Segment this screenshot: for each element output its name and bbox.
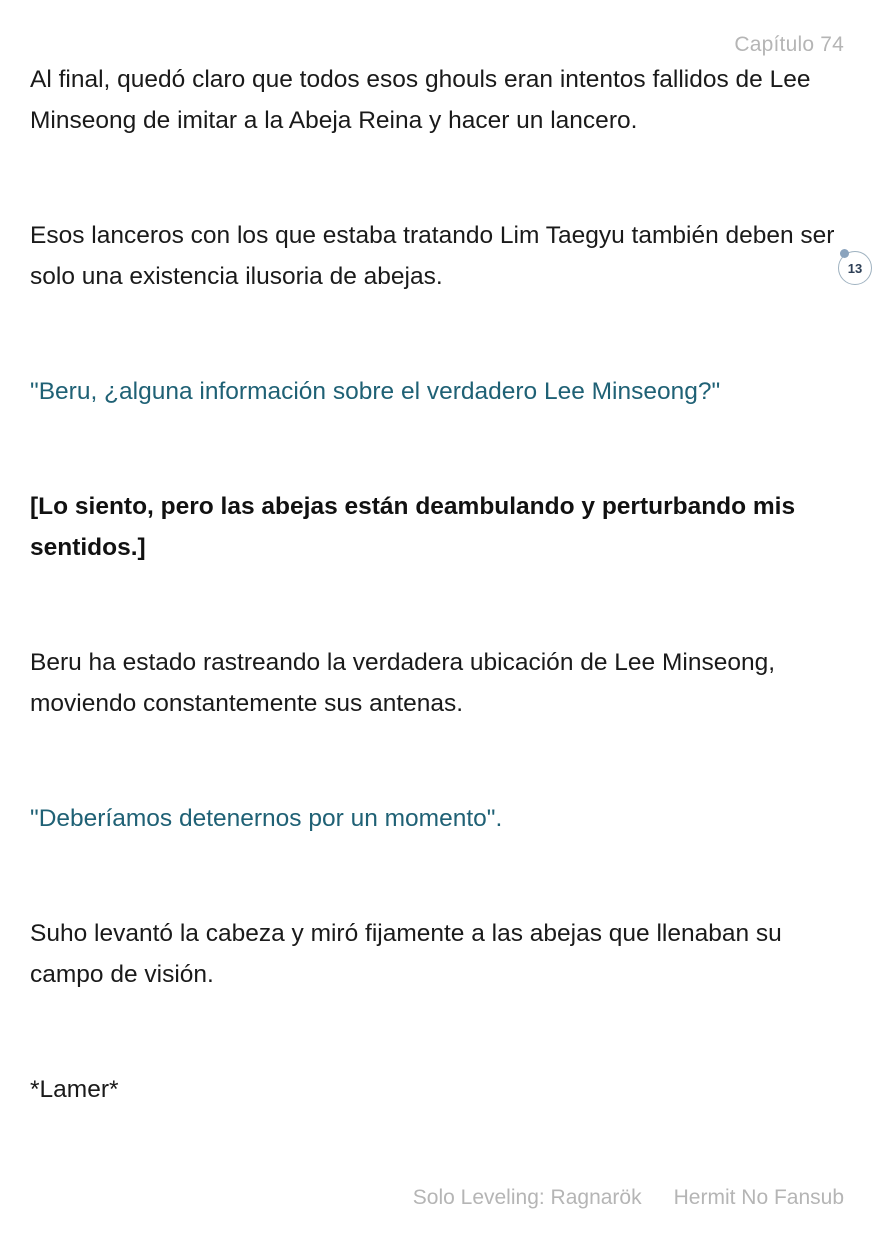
chapter-title: Capítulo 74 <box>734 33 844 56</box>
footer <box>413 1186 844 1210</box>
dialogue-1: "Beru, ¿alguna información sobre el verdadero Lee Minseong?" <box>30 378 721 405</box>
system-message: [Lo siento, pero las abejas están deambulando y perturbando mis sentidos.] <box>30 493 796 561</box>
footer-translator: Hermit No Fansub <box>673 1186 844 1209</box>
paragraph-3: Beru ha estado rastreando la verdadera ubicación de Lee Minseong, moviendo constantemente sus antenas. <box>30 649 776 717</box>
dialogue-2: "Deberíamos detenernos por un momento". <box>30 805 503 832</box>
paragraph-2: Esos lanceros con los que estaba tratando Lim Taegyu también deben ser solo una existencia ilusoria de abejas. <box>30 222 835 290</box>
paragraph-5: *Lamer* <box>30 1076 119 1103</box>
footer-book-title: Solo Leveling: Ragnarök <box>412 1186 642 1209</box>
page-number: 13 <box>847 260 863 276</box>
paragraph-4: Suho levantó la cabeza y miró fijamente a las abejas que llenaban su campo de visión. <box>30 920 782 988</box>
paragraph-1: Al final, quedó claro que todos esos ghouls eran intentos fallidos de Lee Minseong de imitar a la Abeja Reina y hacer un lancero. <box>30 66 811 134</box>
page-number-badge[interactable] <box>838 251 872 285</box>
badge-dot-icon <box>840 249 849 258</box>
chapter-text <box>30 59 842 1110</box>
